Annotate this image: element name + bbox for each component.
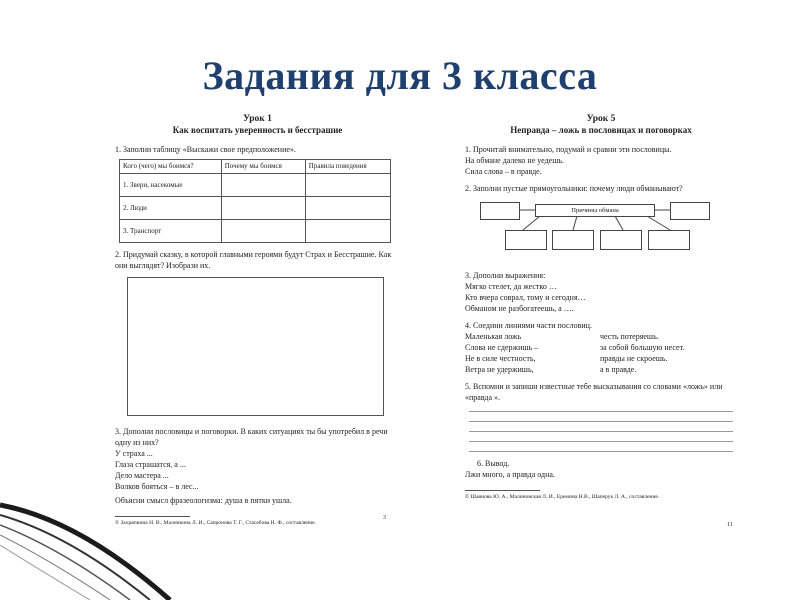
table-cell: 1. Звери, насекомые xyxy=(120,174,222,197)
list-item xyxy=(465,342,737,353)
right-page xyxy=(465,112,737,528)
task-6: 6. Вывод. xyxy=(477,459,510,468)
lesson-title: Как воспитать уверенность и бесстрашие xyxy=(172,125,343,135)
list-item: Кто вчера соврал, тому и сегодня… xyxy=(465,293,586,302)
task-3: 3. Дополни выражения: xyxy=(465,271,546,280)
task-4: 4. Соедини линиями части пословиц. xyxy=(465,321,592,330)
slide-title: Задания для 3 класса xyxy=(202,53,598,98)
page-number: 3 xyxy=(383,515,386,521)
task-1: 1. Прочитай внимательно, подумай и сравни эти пословицы. xyxy=(465,145,672,154)
answer-line xyxy=(469,433,733,442)
footnote: © Захряпкина Н. В., Малинкина Л. И., Сапронова Т. Г., Стасебова Н. Ф., составление. xyxy=(115,520,316,526)
list-item xyxy=(465,364,737,375)
table-header: Почему мы боимся xyxy=(221,160,305,174)
lesson-title: Неправда – ложь в пословицах и поговорках xyxy=(510,125,692,135)
list-item xyxy=(465,331,737,342)
list-item: Дело мастера ... xyxy=(115,471,169,480)
answer-line xyxy=(469,403,733,412)
match-left: Слова не сдержишь – xyxy=(465,343,539,352)
match-left: Ветра не удержишь, xyxy=(465,365,534,374)
list-item: Мягко стелет, да жестко … xyxy=(465,282,557,291)
table-row xyxy=(120,197,391,220)
match-right: за собой большую несет. xyxy=(600,343,685,352)
footnote-divider xyxy=(465,490,540,491)
empty-box xyxy=(552,230,594,250)
conclusion: Лжи много, а правда одна. xyxy=(465,470,555,479)
empty-box xyxy=(480,202,520,220)
list-item: Обманом не разбогатеешь, а …. xyxy=(465,304,574,313)
page-number: 11 xyxy=(727,522,733,528)
answer-lines xyxy=(465,403,737,452)
match-left: Не в силе честность, xyxy=(465,354,536,363)
match-right: честь потеряешь. xyxy=(600,332,659,341)
fear-table xyxy=(119,159,391,243)
match-right: правды не скроешь. xyxy=(600,354,668,363)
list-item: Волков бояться – в лес... xyxy=(115,482,199,491)
lesson-number: Урок 5 xyxy=(586,114,616,124)
left-page xyxy=(115,112,400,527)
list-item: Глаза страшатся, а ... xyxy=(115,460,186,469)
explain-task: Объясни смысл фразеологизма: душа в пятки ушла. xyxy=(115,496,292,505)
table-header: Кого (чего) мы боимся? xyxy=(120,160,222,174)
answer-line xyxy=(469,413,733,422)
list-item: Сила слова – в правде. xyxy=(465,167,542,176)
task-1-lines xyxy=(465,155,737,177)
lesson-number: Урок 1 xyxy=(243,114,272,124)
task-3-lines xyxy=(465,281,737,314)
answer-line xyxy=(469,423,733,432)
task-5: 5. Вспомни и запиши известные тебе высказывания со словами «ложь» или «правда ». xyxy=(465,382,723,402)
footnote: © Шаянова Ю. А., Малиновская Л. И., Еремина Н.В., Шаперук Л. А., составление. xyxy=(465,494,660,500)
drawing-box xyxy=(127,277,384,416)
causes-diagram xyxy=(465,202,737,260)
table-row xyxy=(120,174,391,197)
empty-box xyxy=(670,202,710,220)
task-2: 2. Заполни пустые прямоугольники: почему люди обманывают? xyxy=(465,184,683,193)
list-item: У страха ... xyxy=(115,449,153,458)
match-right: а в правде. xyxy=(600,365,637,374)
footnote-divider xyxy=(115,516,190,517)
empty-box xyxy=(505,230,547,250)
proverb-list xyxy=(115,448,400,492)
empty-box xyxy=(648,230,690,250)
table-cell: 2. Люди xyxy=(120,197,222,220)
task-1: 1. Заполни таблицу «Выскажи свое предположение». xyxy=(115,145,296,154)
table-row xyxy=(120,220,391,243)
answer-line xyxy=(469,443,733,452)
table-cell: 3. Транспорт xyxy=(120,220,222,243)
list-item: На обмане далеко не уедешь. xyxy=(465,156,565,165)
match-list xyxy=(465,331,737,375)
table-header: Правила поведения xyxy=(305,160,390,174)
match-left: Маленькая ложь xyxy=(465,332,522,341)
causes-box: Причины обмана xyxy=(535,204,655,217)
task-2: 2. Придумай сказку, в которой главными героями будут Страх и Бесстрашие. Как они выглядят? Изобрази их. xyxy=(115,250,392,270)
task-3: 3. Дополни пословицы и поговорки. В каких ситуациях ты бы употребил в речи одну из них? xyxy=(115,427,388,447)
empty-box xyxy=(600,230,642,250)
list-item xyxy=(465,353,737,364)
